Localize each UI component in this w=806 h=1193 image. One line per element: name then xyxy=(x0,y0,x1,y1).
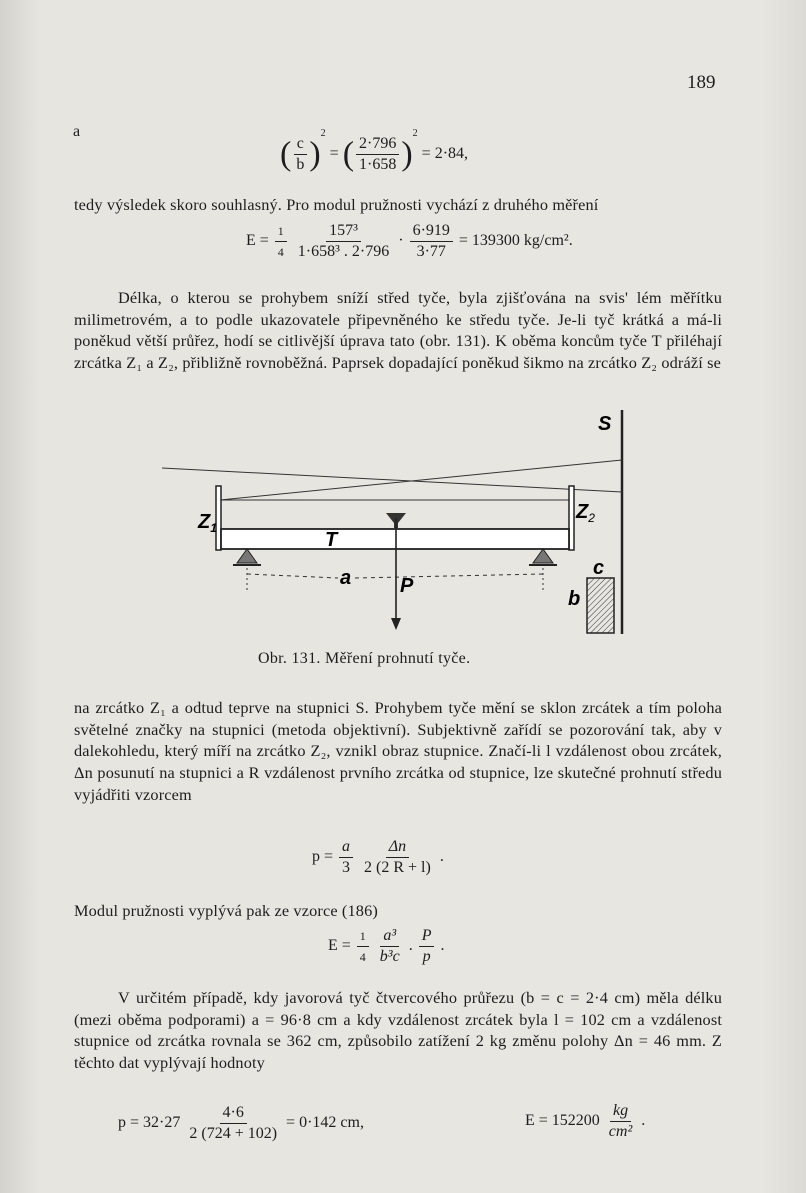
equation-intro-label: a xyxy=(73,123,81,140)
paragraph-5: V určitém případě, kdy javorová tyč čtvercového průřezu (b = c = 2·4 cm) měla délku (mezi oběma podporami) a = 96·8 cm a kdy vzdálenost zrcátek byla l = 102 cm a vzdálenost stupnice od zrcátka rovnala se 362 cm, způsobilo zatížení 2 kg změnu polohy Δn = 46 mm. Z těchto dat vyplývají hodnoty xyxy=(74,988,722,1073)
support-left xyxy=(237,549,257,563)
equation-modulus-value: E = 152200 $\frac{kg}{\text{cm²}}$ . xyxy=(525,1102,646,1140)
label-b: b xyxy=(568,588,581,610)
label-S: S xyxy=(598,413,612,435)
equation-modulus-formula: E = $\frac{1}{4}$ $\frac{\text{a³}}{\text{b³c}}$ . $\frac{P}{p}$ . xyxy=(328,927,445,965)
paragraph-2: Délka, o kterou se prohybem sníží střed tyče, byla zjišťována na svis' lém měřítku milimetrovém, a to podle ukazovatele připevněného ke středu tyče. Je-li tyč krátká a má-li poněkud větší průřez, hodí se citlivější úprava tato (obr. 131). K oběma koncům tyče T přiléhají zrcátka Z₁ a Z₂, přibližně rovnoběžná. Paprsek dopadající poněkud šikmo na zrcátko Z₂ odráží se xyxy=(74,288,722,373)
equation-deflection-value: p = 32·27 $\frac{4\cdot 6}{2 (724 + 102)}$ = 0·142 cm, xyxy=(118,1104,364,1142)
label-Z2: $Z_2$ xyxy=(576,501,595,525)
paragraph-4: Modul pružnosti vyplývá pak ze vzorce (186) xyxy=(74,901,378,920)
support-right xyxy=(533,549,553,563)
ray-1 xyxy=(162,468,622,492)
ray-2 xyxy=(220,460,622,500)
equation-deflection: p = $\frac{a}{3}$ $\frac{\Delta n}{2 (2 R + l)}$ . xyxy=(312,838,444,876)
page-number: 189 xyxy=(687,72,716,93)
paragraph-1: tedy výsledek skoro souhlasný. Pro modul pružnosti vychází z druhého měření xyxy=(74,195,599,214)
label-Z1: $Z_1$ xyxy=(198,511,217,535)
equation-modulus-1: E = $\frac{1}{4}$ $\frac{\text{157³}}{\text{1·658³ . 2·796}}$ · $\frac{6\cdot 919}{3\cdot 77}$ = 139300 kg/cm². xyxy=(246,222,573,260)
label-P: P xyxy=(400,575,414,597)
distance-a-right xyxy=(355,574,543,578)
equation-ratio: ( $\frac{c}{b}$ )$^2$ = ( $\frac{2\cdot 796}{1\cdot 658}$ )$^2$ = 2·84, xyxy=(280,128,469,173)
cross-section xyxy=(587,578,614,633)
beam-T xyxy=(221,529,569,549)
figure-beam-mirrors xyxy=(150,400,650,640)
fraction-c-b: $\frac{c}{b}$ xyxy=(293,135,307,174)
paragraph-3: na zrcátko Z₁ a odtud teprve na stupnici S. Prohybem tyče mění se sklon zrcátek a tím poloha světelné značky na stupnici (metoda objektivní). Subjektivně zařídí se pozorování tak, aby v dalekohledu, který míří na zrcátko Z₂, vznikl obraz stupnice. Značí-li l vzdálenost obou zrcátek, Δn posunutí na stupnici a R vzdálenost prvního zrcátka od stupnice, lze skutečné prohnutí středu vyjádřiti vzorcem xyxy=(74,698,722,804)
distance-a-left xyxy=(247,574,338,578)
label-a: a xyxy=(340,567,352,589)
label-c: c xyxy=(593,557,605,579)
label-T: T xyxy=(325,529,338,551)
figure-caption: Obr. 131. Měření prohnutí tyče. xyxy=(258,650,471,667)
fraction-values: $\frac{2\cdot 796}{1\cdot 658}$ xyxy=(356,135,399,174)
